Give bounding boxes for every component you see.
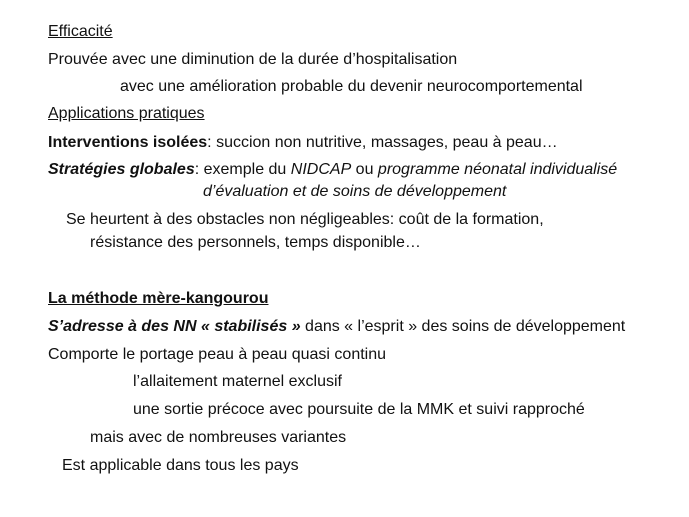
strategies-text-b: ou	[351, 161, 378, 178]
obstacles-line-2: résistance des personnels, temps disponible…	[90, 234, 421, 251]
interventions-isolees-label: Interventions isolées	[48, 134, 208, 151]
obstacles-line-1: Se heurtent à des obstacles non négligeables: coût de la formation,	[66, 211, 544, 228]
variantes-line: mais avec de nombreuses variantes	[90, 429, 347, 446]
heading-applications: Applications pratiques	[48, 105, 205, 122]
nn-stabilises-label: S’adresse à des NN « stabilisés »	[48, 318, 301, 335]
strategies-text-a: : exemple du	[194, 161, 291, 178]
interventions-isolees-line	[48, 133, 558, 153]
pays-line: Est applicable dans tous les pays	[62, 457, 299, 474]
portage-line: Comporte le portage peau à peau quasi continu	[48, 346, 387, 363]
sortie-line: une sortie précoce avec poursuite de la MMK et suivi rapproché	[133, 401, 585, 418]
nn-stabilises-text: dans « l’esprit » des soins de développement	[300, 318, 626, 335]
strategies-globales-line	[48, 160, 617, 180]
nidcap-text: NIDCAP	[290, 161, 352, 178]
programme-continuation: d’évaluation et de soins de développement	[203, 183, 507, 200]
nn-stabilises-line	[48, 317, 625, 337]
heading-methode-kangourou: La méthode mère-kangourou	[48, 290, 269, 307]
strategies-globales-label: Stratégies globales	[48, 161, 195, 178]
programme-text: programme néonatal individualisé	[377, 161, 618, 178]
efficacite-line-1: Prouvée avec une diminution de la durée d’hospitalisation	[48, 51, 458, 68]
interventions-isolees-text: : succion non nutritive, massages, peau à peau…	[207, 134, 558, 151]
heading-efficacite: Efficacité	[48, 23, 113, 40]
efficacite-line-2: avec une amélioration probable du devenir neurocomportemental	[120, 78, 583, 95]
allaitement-line: l’allaitement maternel exclusif	[133, 373, 342, 390]
